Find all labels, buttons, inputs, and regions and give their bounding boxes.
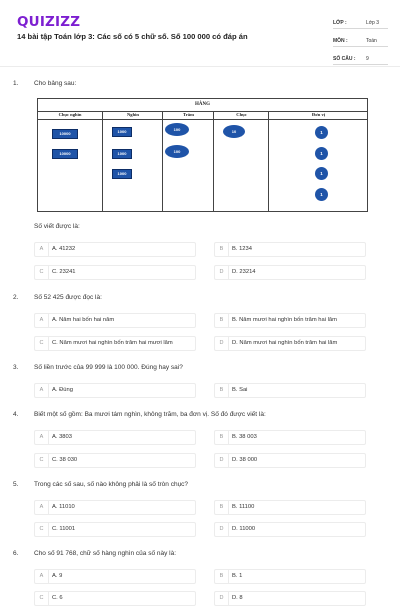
quizizz-logo: QUIZIZZ [17, 14, 81, 30]
option-letter: C [35, 523, 49, 536]
option-a[interactable] [34, 383, 196, 398]
option-text: B. 38 003 [232, 434, 257, 440]
block-1000: 1000 [112, 149, 132, 159]
option-b[interactable] [214, 500, 366, 515]
option-text: A. 3803 [52, 434, 72, 440]
column-header: Nghìn [103, 111, 163, 120]
column-header: Chục [214, 111, 269, 120]
option-c[interactable] [34, 453, 196, 468]
question-number: 5. [13, 481, 19, 488]
option-b[interactable] [214, 242, 366, 257]
column-nghin [102, 111, 163, 211]
option-text: C. 11001 [52, 526, 76, 532]
meta-row-grade [333, 13, 388, 29]
option-d[interactable] [214, 522, 366, 537]
column-chuc [213, 111, 269, 211]
option-letter: D [215, 592, 229, 605]
option-d[interactable] [214, 453, 366, 468]
question-text: Cho bảng sau: [34, 80, 77, 87]
place-value-table-title: HÀNG [38, 99, 367, 112]
option-letter: A [35, 431, 49, 444]
option-text: A. 11010 [52, 504, 75, 510]
option-letter: B [215, 384, 229, 397]
option-text: A. 9 [52, 573, 63, 579]
option-b[interactable] [214, 383, 366, 398]
option-b[interactable] [214, 569, 366, 584]
option-c[interactable] [34, 265, 196, 280]
option-d[interactable] [214, 265, 366, 280]
option-letter: C [35, 592, 49, 605]
question-number: 2. [13, 294, 19, 301]
option-letter: A [35, 570, 49, 583]
column-header: Chục nghìn [38, 111, 102, 120]
meta-label: MÔN : [333, 38, 348, 44]
option-letter: B [215, 314, 229, 327]
meta-value: Toán [366, 38, 377, 44]
option-c[interactable] [34, 336, 196, 351]
question-text: Số 52 425 được đọc là: [34, 294, 102, 301]
option-text: A. 41232 [52, 246, 76, 252]
option-letter: D [215, 523, 229, 536]
meta-box [333, 13, 388, 67]
question-number: 6. [13, 550, 19, 557]
page-title: 14 bài tập Toán lớp 3: Các số có 5 chữ số. Số 100 000 có đáp án [17, 32, 248, 41]
option-letter: B [215, 570, 229, 583]
option-text: A. Năm hai bốn hai năm [52, 317, 115, 323]
option-text: C. 6 [52, 595, 63, 601]
question-number: 3. [13, 364, 19, 371]
question-text: Trong các số sau, số nào không phải là số tròn chục? [34, 481, 189, 488]
option-c[interactable] [34, 522, 196, 537]
question-text: Số liền trước của 99 999 là 100 000. Đúng hay sai? [34, 364, 183, 371]
option-letter: A [35, 384, 49, 397]
option-text: B. 11100 [232, 504, 255, 510]
option-letter: A [35, 243, 49, 256]
circle-1: 1 [315, 167, 328, 180]
column-don-vi [268, 111, 368, 211]
circle-1: 1 [315, 126, 328, 139]
question-subtext: Số viết được là: [34, 223, 80, 230]
option-text: B. Năm mươi hai nghìn bốn trăm hai lăm [232, 317, 337, 323]
option-letter: B [215, 501, 229, 514]
place-value-table [37, 98, 368, 212]
header-divider [0, 66, 400, 67]
option-letter: B [215, 431, 229, 444]
option-text: D. 8 [232, 595, 243, 601]
option-text: D. 23214 [232, 269, 256, 275]
option-text: D. Năm mươi hai nghìn bốn trăm hai lăm [232, 340, 338, 346]
option-a[interactable] [34, 313, 196, 328]
option-letter: C [35, 454, 49, 467]
column-header: Trăm [163, 111, 214, 120]
option-text: B. 1 [232, 573, 243, 579]
option-a[interactable] [34, 242, 196, 257]
option-d[interactable] [214, 336, 366, 351]
block-10000: 10000 [52, 149, 78, 159]
column-header: Đơn vị [269, 111, 368, 120]
block-1000: 1000 [112, 169, 132, 179]
option-text: C. 38 030 [52, 457, 78, 463]
option-text: C. Năm mươi hai nghìn bốn trăm hai mươi lăm [52, 340, 173, 346]
meta-label: LỚP : [333, 20, 347, 26]
option-text: D. 38 000 [232, 457, 258, 463]
meta-value: 9 [366, 56, 369, 62]
option-text: A. Đúng [52, 387, 73, 393]
circle-1: 1 [315, 188, 328, 201]
option-text: B. 1234 [232, 246, 252, 252]
option-letter: C [35, 337, 49, 350]
oval-100: 100 [165, 123, 189, 136]
question-text: Cho số 91 768, chữ số hàng nghìn của số này là: [34, 550, 177, 557]
meta-label: SỐ CÂU : [333, 56, 356, 62]
question-number: 1. [13, 80, 19, 87]
option-a[interactable] [34, 500, 196, 515]
meta-row-subject [333, 31, 388, 47]
column-tram [162, 111, 214, 211]
option-letter: A [35, 314, 49, 327]
block-1000: 1000 [112, 127, 132, 137]
option-b[interactable] [214, 313, 366, 328]
option-letter: D [215, 266, 229, 279]
option-letter: C [35, 266, 49, 279]
option-letter: B [215, 243, 229, 256]
oval-100: 100 [165, 145, 189, 158]
option-b[interactable] [214, 430, 366, 445]
column-chuc-nghin [38, 111, 102, 211]
question-text: Biết một số gồm: Ba mươi tám nghìn, không trăm, ba đơn vị. Số đó được viết là: [34, 411, 266, 418]
meta-value: Lớp 3 [366, 20, 380, 26]
option-a[interactable] [34, 430, 196, 445]
option-a[interactable] [34, 569, 196, 584]
option-c[interactable] [34, 591, 196, 606]
option-d[interactable] [214, 591, 366, 606]
option-letter: A [35, 501, 49, 514]
option-text: C. 23241 [52, 269, 76, 275]
block-10000: 10000 [52, 129, 78, 139]
oval-10: 10 [223, 125, 245, 138]
option-letter: D [215, 454, 229, 467]
meta-row-count [333, 49, 388, 65]
option-letter: D [215, 337, 229, 350]
question-number: 4. [13, 411, 19, 418]
circle-1: 1 [315, 147, 328, 160]
option-text: D. 11000 [232, 526, 256, 532]
option-text: B. Sai [232, 387, 248, 393]
